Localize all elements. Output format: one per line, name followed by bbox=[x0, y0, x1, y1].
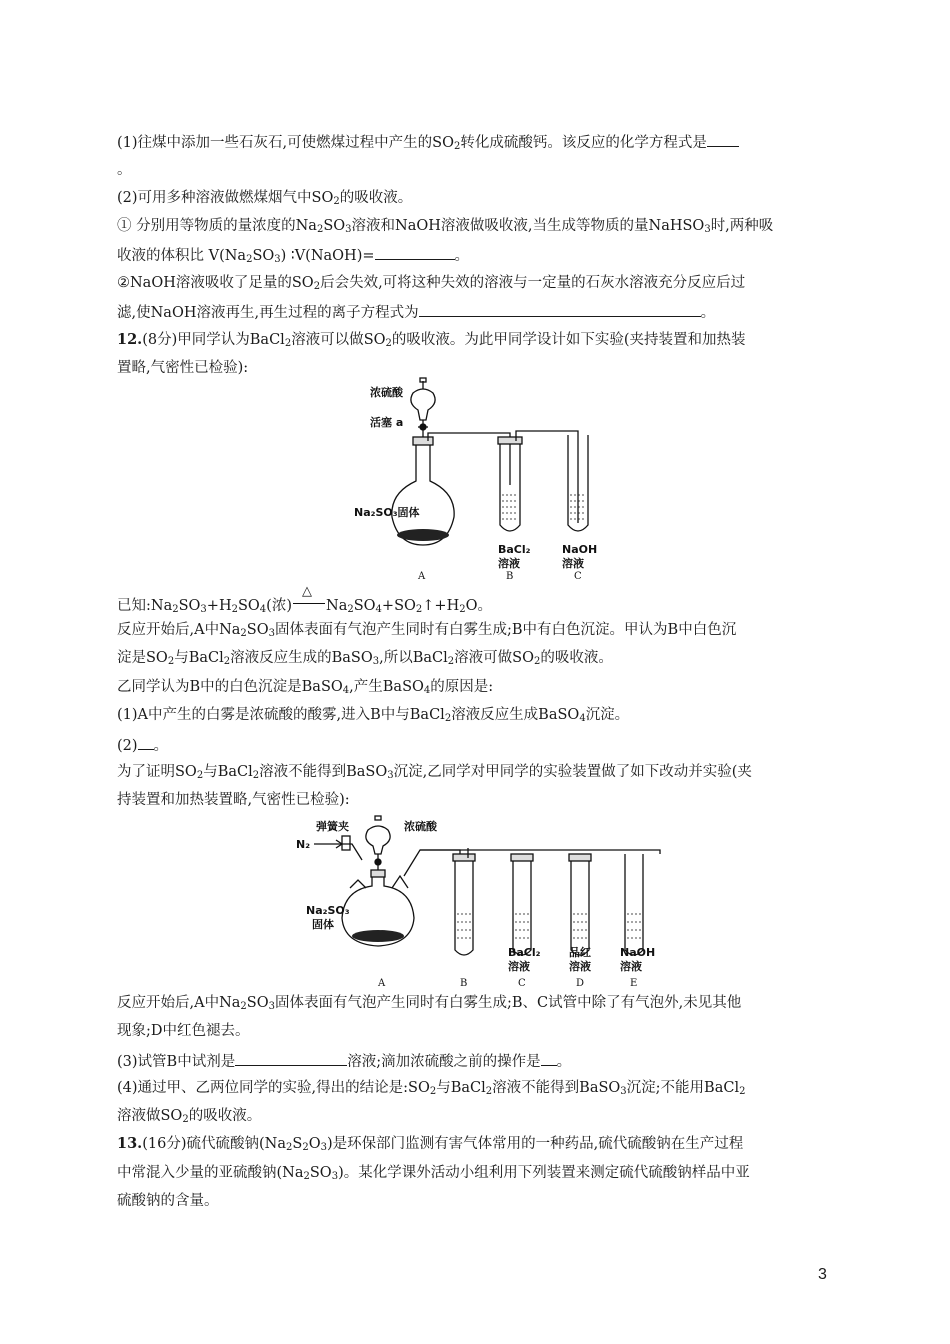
label-solid: Na₂SO₃固体 bbox=[354, 506, 420, 519]
text: 溶液做 bbox=[117, 1108, 161, 1124]
text: SO bbox=[311, 190, 334, 206]
q12-result-2: 淀是$SO_2$与BaCl$_2$溶液反应生成的BaSO$_3$,所以BaCl$_2$溶液可做$SO_2$的吸收液。 bbox=[117, 650, 613, 667]
text: (2)可用多种溶液做燃煤烟气中 bbox=[117, 190, 312, 206]
answer-blank[interactable] bbox=[707, 131, 739, 147]
q12-line-2 bbox=[117, 358, 248, 378]
text: SO bbox=[432, 135, 454, 151]
text: SO bbox=[246, 622, 269, 638]
q13-line-2: 中常混入少量的亚硫酸钠$(Na_2SO_3)$。某化学课外活动小组利用下列装置来测定硫代硫酸钠样品中亚 bbox=[117, 1165, 750, 1182]
q11-line-3: ① 分别用等物质的量浓度的$Na_2SO_3$溶液和NaOH溶液做吸收液,当生成等物质的量NaHSO$_3$时,两种吸 bbox=[117, 218, 774, 235]
label-solution: 溶液 bbox=[569, 960, 591, 973]
label-E: E bbox=[630, 978, 638, 989]
text: O bbox=[308, 1136, 321, 1152]
answer-blank[interactable] bbox=[375, 244, 455, 260]
text: 固体表面有气泡产生同时有白雾生成;B、C试管中除了有气泡外,未见其他 bbox=[275, 995, 742, 1011]
label-B: B bbox=[506, 571, 514, 582]
text: +SO bbox=[381, 598, 416, 614]
text: 乙同学认为B中的白色沉淀是BaSO bbox=[117, 679, 343, 695]
q12-sub-4b: 溶液做$SO_2$的吸收液。 bbox=[117, 1108, 262, 1125]
text: 溶液可做 bbox=[454, 650, 513, 666]
apparatus-figure-2 bbox=[280, 810, 670, 990]
q11-line-6 bbox=[117, 301, 715, 323]
text: (4)通过甲、乙两位同学的实验,得出的结论是: bbox=[117, 1080, 409, 1096]
text: 沉淀;不能用BaCl bbox=[626, 1080, 740, 1096]
q12-line-1: 12.(8分)甲同学认为BaCl$_2$溶液可以做$SO_2$的吸收液。为此甲同学设计如下实验(夹持装置和加热装 bbox=[117, 331, 746, 349]
text: SO bbox=[512, 650, 534, 666]
text: SO bbox=[353, 598, 376, 614]
question-number: 12. bbox=[117, 331, 143, 348]
text: 滤,使NaOH溶液再生,再生过程的离子方程式为 bbox=[117, 305, 419, 321]
text: (1)A中产生的白雾是浓硫酸的酸雾,进入B中与BaCl bbox=[117, 707, 445, 723]
label-D: D bbox=[576, 978, 585, 989]
text: SO bbox=[309, 1165, 332, 1181]
text: 。 bbox=[700, 305, 716, 321]
label-bacl2: BaCl₂ bbox=[498, 543, 531, 556]
text: 。 bbox=[153, 738, 169, 754]
text: ↑+H bbox=[422, 598, 460, 614]
q12-sub-4: (4)通过甲、乙两位同学的实验,得出的结论是$:SO_2$与BaCl$_2$溶液不能得到BaSO$_3$沉淀;不能用BaCl$_2$ bbox=[117, 1080, 746, 1097]
q12-result-1: 反应开始后,A中$Na_2SO_3$固体表面有气泡产生同时有白雾生成;B中有白色沉淀。甲认为B中白色沉 bbox=[117, 622, 737, 639]
text: (3)试管B中试剂是 bbox=[117, 1054, 236, 1070]
text: 与BaCl bbox=[174, 650, 224, 666]
text: 后会失效,可将这种失效的溶液与一定量的石灰水溶液充分反应后过 bbox=[320, 275, 746, 291]
heat-symbol: △ bbox=[302, 584, 312, 599]
label-n2: N₂ bbox=[296, 838, 311, 851]
text: (8分)甲同学认为BaCl bbox=[142, 332, 285, 348]
text: 反应开始后,A中Na bbox=[117, 995, 241, 1011]
text: )是环保部门监测有害气体常用的一种药品,硫代硫酸钠在生产过程 bbox=[326, 1136, 744, 1152]
text: SO bbox=[363, 332, 386, 348]
text: 固体表面有气泡产生同时有白雾生成;B中有白色沉淀。甲认为B中白色沉 bbox=[275, 622, 737, 638]
label-solution: 溶液 bbox=[620, 960, 642, 973]
label-naoh: NaOH bbox=[562, 543, 598, 556]
text: 的原因是: bbox=[430, 679, 494, 695]
question-number: 13. bbox=[117, 1135, 143, 1152]
q12-yi-2: (1)A中产生的白雾是浓硫酸的酸雾,进入B中与BaCl$_2$溶液反应生成BaSO$_4$沉淀。 bbox=[117, 707, 630, 724]
text: 收液的体积比 V(Na bbox=[117, 248, 247, 264]
text: SO bbox=[323, 218, 346, 234]
text: 的吸收液。 bbox=[339, 190, 413, 206]
q12-sub-3 bbox=[117, 1050, 571, 1072]
label-naoh: NaOH bbox=[620, 946, 656, 959]
text: 中常混入少量的亚硫酸钠(Na bbox=[117, 1165, 304, 1181]
label-na2so3: Na₂SO₃ bbox=[306, 904, 350, 917]
text: 淀是 bbox=[117, 650, 146, 666]
page-number: 3 bbox=[818, 1266, 827, 1283]
text: 置略,气密性已检验): bbox=[117, 360, 249, 376]
q13-line-3 bbox=[117, 1191, 219, 1211]
text: SO bbox=[178, 598, 201, 614]
text: (1)往煤中添加一些石灰石,可使燃煤过程中产生的 bbox=[117, 135, 433, 151]
label-solid: 固体 bbox=[312, 918, 334, 931]
text: 与BaCl bbox=[436, 1080, 486, 1096]
text: 溶液不能得到BaSO bbox=[492, 1080, 621, 1096]
q11-line-4: 收液的体积比 $V(Na_2SO_3)$ ∶V(NaOH)= 。 bbox=[117, 244, 469, 266]
text: Na bbox=[295, 218, 317, 234]
text: Na bbox=[326, 598, 348, 614]
text: 现象;D中红色褪去。 bbox=[117, 1023, 250, 1039]
q12-prove-2 bbox=[117, 790, 350, 810]
text: 沉淀,乙同学对甲同学的实验装置做了如下改动并实验(夹 bbox=[393, 764, 752, 780]
text: 为了证明 bbox=[117, 764, 175, 780]
answer-blank[interactable] bbox=[541, 1050, 557, 1066]
label-pinhong: 品红 bbox=[569, 946, 591, 959]
q11-line-5: ②NaOH溶液吸收了足量的$SO_2$后会失效,可将这种失效的溶液与一定量的石灰水溶液充分反应后过 bbox=[117, 275, 746, 292]
text: SO bbox=[408, 1080, 430, 1096]
text: 。 bbox=[117, 162, 132, 178]
text: S bbox=[292, 1136, 303, 1152]
label-valve-a: 活塞 a bbox=[370, 416, 404, 429]
answer-blank[interactable] bbox=[419, 301, 701, 317]
q12-obs-2 bbox=[117, 1021, 250, 1041]
text: SO bbox=[146, 650, 168, 666]
text: 溶液和NaOH溶液做吸收液,当生成等物质的量NaHSO bbox=[351, 218, 705, 234]
text: 。 bbox=[556, 1054, 572, 1070]
q11-line-2: (2)可用多种溶液做燃煤烟气中$SO_2$的吸收液。 bbox=[117, 190, 413, 207]
q12-yi-1: 乙同学认为B中的白色沉淀是BaSO$_4$,产生BaSO$_4$的原因是: bbox=[117, 679, 494, 696]
text: 溶液可以做 bbox=[291, 332, 364, 348]
label-solution: 溶液 bbox=[508, 960, 530, 973]
text: 时,两种吸 bbox=[710, 218, 774, 234]
text: 转化成硫酸钙。该反应的化学方程式是 bbox=[460, 135, 707, 151]
q13-line-1: 13.(16分)硫代硫酸钠$(Na_2S_2O_3)$是环保部门监测有害气体常用的一种药品,硫代硫酸钠在生产过程 bbox=[117, 1135, 744, 1153]
answer-blank[interactable] bbox=[138, 734, 154, 750]
text: 的吸收液。 bbox=[188, 1108, 262, 1124]
text: 的吸收液。为此甲同学设计如下实验(夹持装置和加热装 bbox=[391, 332, 746, 348]
text: 反应开始后,A中Na bbox=[117, 622, 241, 638]
label-clip: 弹簧夹 bbox=[316, 820, 349, 833]
text: 溶液不能得到BaSO bbox=[259, 764, 388, 780]
text: SO bbox=[160, 1108, 183, 1124]
text: ,所以BaCl bbox=[379, 650, 448, 666]
text: SO bbox=[246, 995, 269, 1011]
text: )。某化学课外活动小组利用下列装置来测定硫代硫酸钠样品中亚 bbox=[338, 1165, 750, 1181]
text: (浓) bbox=[266, 598, 292, 614]
label-A: A bbox=[418, 571, 426, 582]
text: 持装置和加热装置略,气密性已检验): bbox=[117, 792, 350, 808]
text: 的吸收液。 bbox=[540, 650, 613, 666]
text: SO bbox=[237, 598, 260, 614]
text: SO bbox=[175, 764, 197, 780]
text: 溶液反应生成BaSO bbox=[451, 707, 580, 723]
text: 沉淀。 bbox=[585, 707, 630, 723]
label-B: B bbox=[460, 978, 468, 989]
label-A: A bbox=[378, 978, 386, 989]
q12-known: 已知$:Na_2SO_3+H_2SO_4$(浓) △ $Na_2SO_4+SO_2↑+H_2O$。 bbox=[117, 584, 492, 615]
text: 。 bbox=[454, 248, 469, 264]
label-C: C bbox=[518, 978, 526, 989]
text: 已知:Na bbox=[117, 598, 173, 614]
q11-line-1: (1)往煤中添加一些石灰石,可使燃煤过程中产生的$SO_2$转化成硫酸钙。该反应的化学方程式是 bbox=[117, 131, 739, 153]
text: +H bbox=[206, 598, 232, 614]
heat-arrow bbox=[292, 584, 326, 610]
q12-yi-3 bbox=[117, 734, 168, 756]
text: ) ∶V(NaOH)= bbox=[280, 248, 375, 264]
apparatus-figure-1 bbox=[340, 375, 600, 585]
text: O。 bbox=[465, 598, 492, 614]
text: ,产生BaSO bbox=[349, 679, 424, 695]
q11-line-1b bbox=[117, 160, 132, 180]
text: 溶液;滴加浓硫酸之前的操作是 bbox=[347, 1054, 541, 1070]
label-solution: 溶液 bbox=[498, 557, 520, 570]
text: ① 分别用等物质的量浓度的 bbox=[117, 218, 296, 234]
label-solution: 溶液 bbox=[562, 557, 584, 570]
q12-prove-1: 为了证明$SO_2$与BaCl$_2$溶液不能得到BaSO$_3$沉淀,乙同学对甲同学的实验装置做了如下改动并实验(夹 bbox=[117, 764, 752, 781]
q12-obs-1: 反应开始后,A中$Na_2SO_3$固体表面有气泡产生同时有白雾生成;B、C试管中除了有气泡外,未见其他 bbox=[117, 995, 742, 1012]
label-acid: 浓硫酸 bbox=[404, 820, 437, 833]
text: SO bbox=[291, 275, 314, 291]
text: 与BaCl bbox=[203, 764, 253, 780]
text: SO bbox=[252, 248, 275, 264]
answer-blank[interactable] bbox=[235, 1050, 347, 1066]
text: 硫酸钠的含量。 bbox=[117, 1193, 219, 1209]
label-bacl2: BaCl₂ bbox=[508, 946, 541, 959]
label-C: C bbox=[574, 571, 582, 582]
text: 溶液反应生成的BaSO bbox=[230, 650, 373, 666]
text: (16分)硫代硫酸钠(Na bbox=[142, 1136, 286, 1152]
text: ②NaOH溶液吸收了足量的 bbox=[117, 275, 292, 291]
text: (2) bbox=[117, 738, 138, 754]
label-acid: 浓硫酸 bbox=[370, 386, 403, 399]
